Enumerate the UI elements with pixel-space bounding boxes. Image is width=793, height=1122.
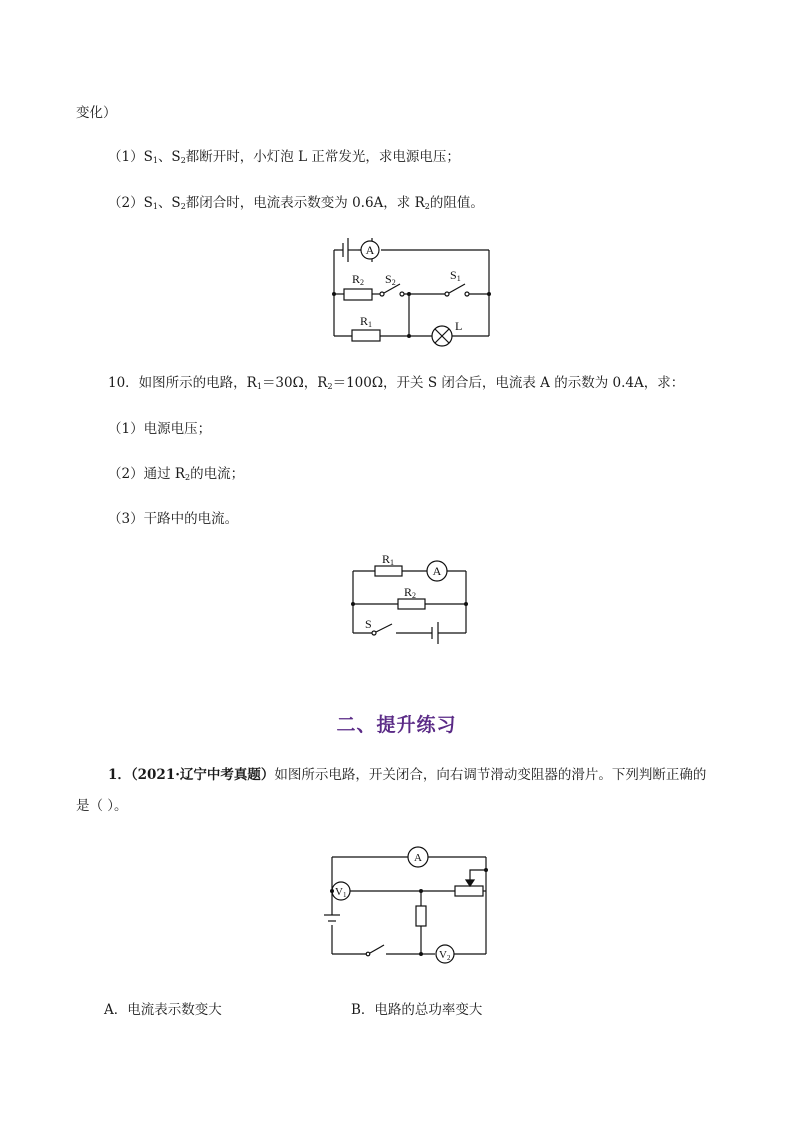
p1-option-a: A．电流表示数变大 xyxy=(104,1002,222,1018)
p1-ammeter-label: A xyxy=(414,852,422,864)
q10-stem-post: ＝100Ω，开关 S 闭合后，电流表 A 的示数为 0.4A，求： xyxy=(332,375,685,391)
fixed-resistor-icon xyxy=(416,906,426,926)
q9-r1-label: R1 xyxy=(360,314,373,329)
q10-part3: （3）干路中的电流。 xyxy=(108,511,239,527)
p1-source: 1．（2021·辽宁中考真题） xyxy=(108,767,275,783)
q9-part1-sub1: 1 xyxy=(152,156,158,165)
q9-part1-pre: （1）S xyxy=(108,149,153,165)
q10-part2-sub: 2 xyxy=(185,473,191,482)
q9-part2-sub3: 2 xyxy=(424,202,430,211)
section-title: 二、提升练习 xyxy=(336,714,457,736)
q10-ammeter-label: A xyxy=(432,564,442,578)
q10-stem-sub2: 2 xyxy=(327,382,333,391)
q9-part2-sub1: 1 xyxy=(152,202,158,211)
q9-part2-mid2: 都闭合时，电流表示数变为 0.6A，求 R xyxy=(185,195,425,211)
q10-switch-label: S xyxy=(365,617,372,631)
q9-ammeter-label: A xyxy=(365,243,375,257)
q10-part1: （1）电源电压； xyxy=(108,421,212,437)
q9-s1-label: S1 xyxy=(450,268,461,283)
q9-s2-label: S2 xyxy=(385,272,396,287)
p1-stem-line2: 是（ ）。 xyxy=(76,798,128,814)
switch-blade xyxy=(370,945,384,953)
q9-part1-mid: 、S xyxy=(157,149,181,165)
q9-part1-post: 都断开时，小灯泡 L 正常发光，求电源电压； xyxy=(185,149,460,165)
q9-part2-mid: 、S xyxy=(157,195,181,211)
p1-v2-label: V2 xyxy=(439,949,451,962)
p1-v1-label: V1 xyxy=(335,886,347,899)
q10-r2-label: R2 xyxy=(404,585,417,600)
p1-text: 如图所示电路，开关闭合，向右调节滑动变阻器的滑片。下列判断正确的 xyxy=(274,767,707,783)
rheostat-icon xyxy=(455,886,483,896)
q10-part2-post: 的电流； xyxy=(190,466,245,482)
q9-lamp-label: L xyxy=(455,319,463,333)
q10-part2-pre: （2）通过 R xyxy=(108,466,186,482)
q9-r2-label: R2 xyxy=(352,272,365,287)
q10-r1-label: R1 xyxy=(382,552,395,567)
q9-part2-post: 的阻值。 xyxy=(429,195,484,211)
q9-part1-sub2: 2 xyxy=(180,156,186,165)
q10-stem-mid: ＝30Ω，R xyxy=(261,375,328,391)
p1-option-b: B．电路的总功率变大 xyxy=(351,1002,483,1018)
q10-stem-sub1: 1 xyxy=(256,382,262,391)
q9-part2-pre: （2）S xyxy=(108,195,153,211)
q9-tail-text: 变化） xyxy=(76,105,117,121)
q9-part2-sub2: 2 xyxy=(180,202,186,211)
q10-stem-pre: 10．如图所示的电路，R xyxy=(108,375,257,391)
